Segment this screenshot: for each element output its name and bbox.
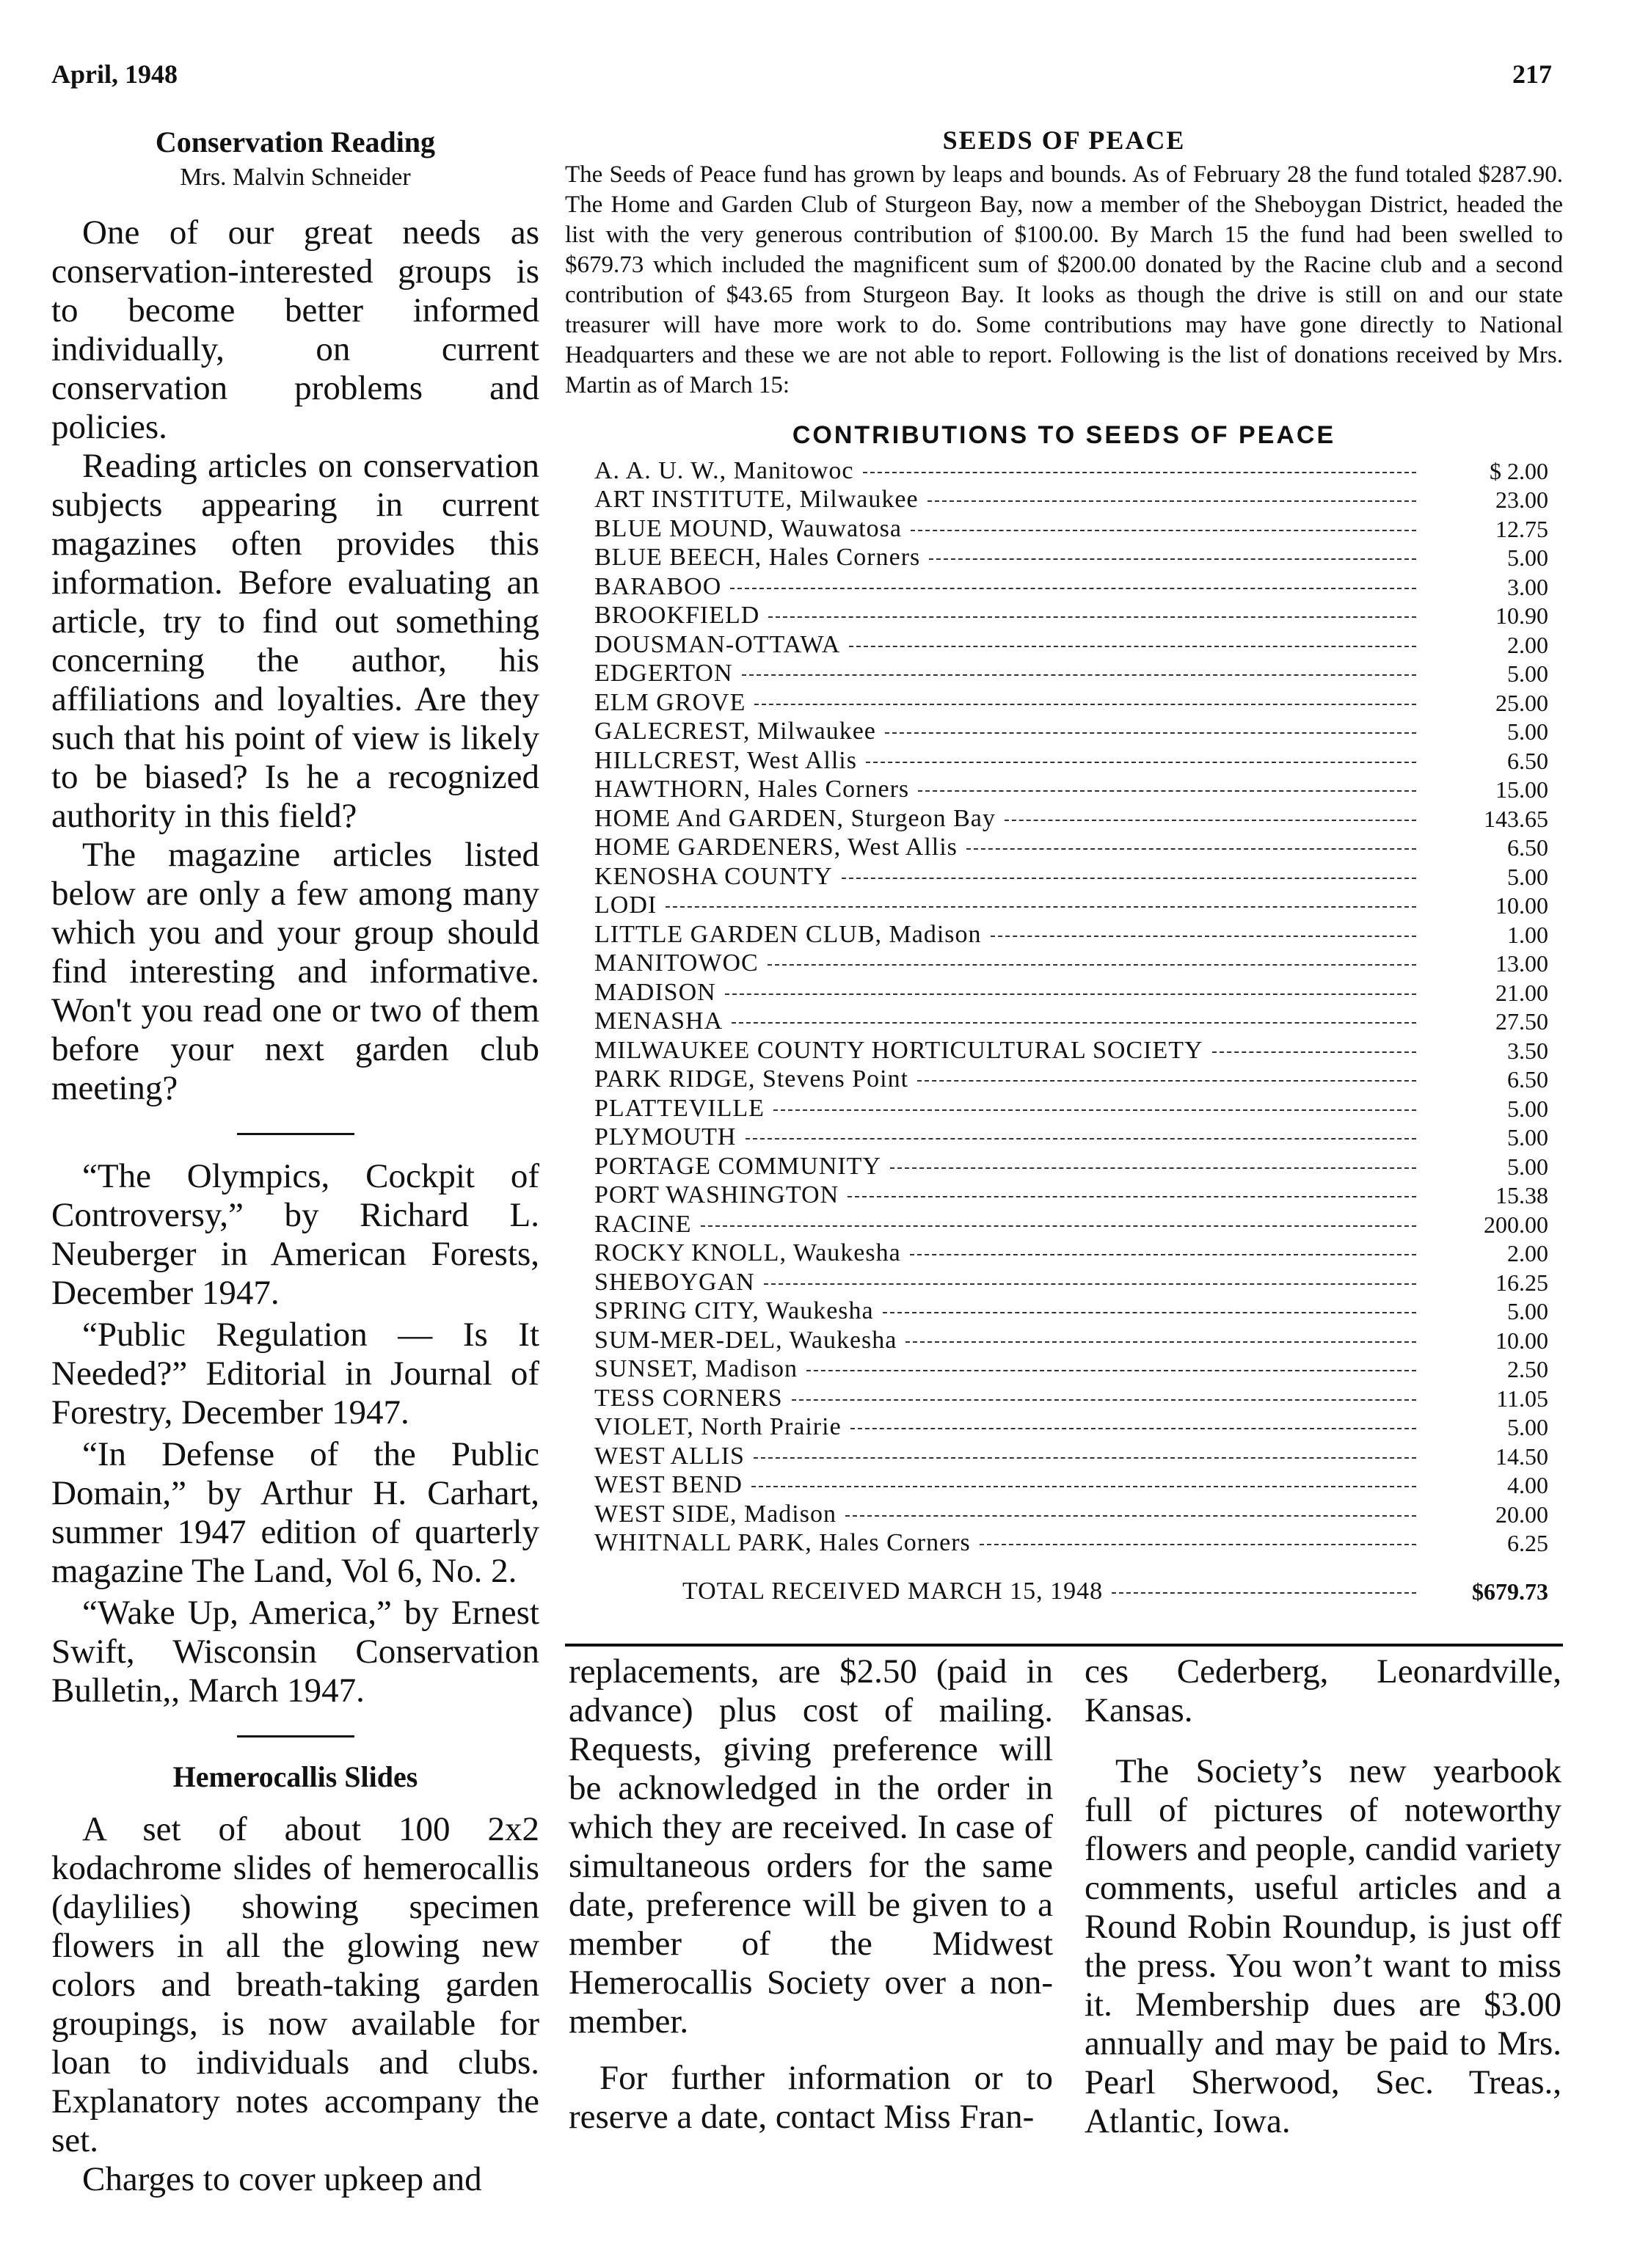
contribution-amount: 10.90 bbox=[1495, 602, 1548, 629]
leader-line bbox=[768, 616, 1416, 618]
leader-line bbox=[792, 1399, 1416, 1401]
leader-line bbox=[911, 530, 1416, 531]
leader-line bbox=[701, 1225, 1416, 1227]
leader-line bbox=[1112, 1592, 1416, 1594]
contributor-name bbox=[594, 514, 1463, 543]
contribution-row bbox=[594, 1065, 1548, 1094]
contributor-name-text: MANITOWOC bbox=[594, 949, 768, 977]
leader-line bbox=[754, 704, 1416, 705]
hemerocallis-paragraph-start: Charges to cover upkeep and bbox=[82, 2160, 482, 2198]
leader-line bbox=[730, 588, 1416, 589]
contribution-amount: 23.00 bbox=[1495, 486, 1548, 513]
leader-line bbox=[918, 790, 1416, 792]
contribution-row bbox=[594, 891, 1548, 920]
contribution-amount: 2.50 bbox=[1507, 1356, 1548, 1382]
contribution-row bbox=[594, 1354, 1548, 1384]
article-citation: “Public Regulation — Is It Needed?” Editorial in Journal of Forestry, December 1947. bbox=[51, 1316, 539, 1432]
contributor-name bbox=[594, 1354, 1463, 1384]
contributor-name-text: WEST ALLIS bbox=[594, 1443, 754, 1470]
contributor-name-text: HAWTHORN, Hales Corners bbox=[594, 776, 918, 803]
contributor-name bbox=[594, 1209, 1463, 1239]
leader-line bbox=[917, 1080, 1416, 1082]
contributor-name-text: MILWAUKEE COUNTY HORTICULTURAL SOCIETY bbox=[594, 1037, 1212, 1064]
contribution-row bbox=[594, 1151, 1548, 1181]
contributor-name-text: SUM-MER-DEL, Waukesha bbox=[594, 1327, 905, 1354]
contributor-name-text: VIOLET, North Prairie bbox=[594, 1413, 850, 1440]
contributor-name bbox=[594, 717, 1463, 746]
total-label bbox=[594, 1557, 1463, 1605]
leader-line bbox=[980, 1544, 1416, 1545]
contribution-row bbox=[594, 949, 1548, 978]
contribution-row bbox=[594, 833, 1548, 862]
leader-line bbox=[1005, 820, 1416, 821]
contribution-amount: 2.00 bbox=[1507, 631, 1548, 658]
contributor-name-text: HILLCREST, West Allis bbox=[594, 747, 866, 774]
yearbook-paragraph: The Society’s new yearbook full of pictures of noteworthy flowers and people, candid variety comments, useful articles and a Round Robin Roundup, is just off the press. You won’t want to miss it. Membership dues are $3.00 annually and may be paid to Mrs. Pearl Sherwood, Sec. Treas., Atlantic, Iowa. bbox=[1085, 1752, 1561, 2140]
contribution-amount: 6.25 bbox=[1507, 1530, 1548, 1556]
conservation-paragraph: Reading articles on conservation subjects appearing in current magazines often provides this information. Before evaluating an article, try to find out something concerning the author, his affiliations and loyalties. Are they such that his point of view is likely to be biased? Is he a recognized authority in this field? bbox=[51, 447, 539, 835]
contributor-name bbox=[594, 1412, 1463, 1442]
section-divider bbox=[565, 1644, 1563, 1647]
contribution-row bbox=[594, 1470, 1548, 1500]
leader-line bbox=[806, 1370, 1416, 1371]
contributor-name-text: LITTLE GARDEN CLUB, Madison bbox=[594, 921, 991, 948]
leader-line bbox=[910, 1254, 1416, 1255]
leader-line bbox=[848, 1196, 1416, 1197]
contributor-name bbox=[594, 1470, 1463, 1500]
contributor-name bbox=[594, 1325, 1463, 1354]
leader-line bbox=[768, 964, 1416, 966]
contributor-name-text: BARABOO bbox=[594, 573, 730, 600]
leader-line bbox=[905, 1341, 1416, 1343]
hemerocallis-paragraph-cont: replacements, are $2.50 (paid in advance) plus cost of mailing. Requests, giving preference will be acknowledged in the order in which they are received. In case of simultaneous orders for the same date, preference will be given to a member of the Midwest Hemerocallis Society over a non-member. bbox=[569, 1652, 1053, 2041]
leader-line bbox=[845, 1515, 1416, 1517]
divider bbox=[237, 1133, 354, 1135]
contribution-amount: 15.38 bbox=[1495, 1182, 1548, 1208]
contributor-name bbox=[594, 543, 1463, 572]
contribution-row bbox=[594, 630, 1548, 659]
contributor-name bbox=[594, 919, 1463, 949]
hemerocallis-continued-column bbox=[569, 1652, 1053, 2137]
contribution-amount: 13.00 bbox=[1495, 950, 1548, 977]
contributor-name-text: PARK RIDGE, Stevens Point bbox=[594, 1065, 917, 1093]
contributor-name-text: MADISON bbox=[594, 979, 725, 1006]
contributor-name bbox=[594, 833, 1463, 862]
contribution-amount: 3.50 bbox=[1507, 1037, 1548, 1064]
contributor-name-text: PORTAGE COMMUNITY bbox=[594, 1153, 890, 1180]
contributor-name-text: BLUE MOUND, Wauwatosa bbox=[594, 515, 911, 542]
contributor-name bbox=[594, 977, 1463, 1007]
leader-line bbox=[732, 1022, 1416, 1024]
contribution-amount: 12.75 bbox=[1495, 515, 1548, 542]
article-citation: “Wake Up, America,” by Ernest Swift, Wisconsin Conservation Bulletin,, March 1947. bbox=[51, 1594, 539, 1710]
contribution-row bbox=[594, 919, 1548, 949]
contribution-amount: 1.00 bbox=[1507, 921, 1548, 948]
contribution-row bbox=[594, 1239, 1548, 1268]
leader-line bbox=[991, 936, 1416, 937]
contribution-row bbox=[594, 745, 1548, 775]
contributor-name bbox=[594, 1383, 1463, 1412]
contribution-row bbox=[594, 485, 1548, 514]
total-amount: $679.73 bbox=[1472, 1578, 1548, 1605]
contributor-name-text: RACINE bbox=[594, 1211, 701, 1238]
contribution-row bbox=[594, 861, 1548, 891]
contribution-row bbox=[594, 1209, 1548, 1239]
contributor-name bbox=[594, 949, 1463, 978]
conservation-column bbox=[51, 125, 539, 2199]
leader-line bbox=[742, 674, 1416, 676]
contributor-name bbox=[594, 891, 1463, 920]
total-label-text: TOTAL RECEIVED MARCH 15, 1948 bbox=[682, 1578, 1112, 1605]
contributor-name bbox=[594, 1151, 1463, 1181]
contributor-name bbox=[594, 1528, 1463, 1558]
contribution-row bbox=[594, 717, 1548, 746]
leader-line bbox=[866, 762, 1416, 763]
leader-line bbox=[751, 1486, 1416, 1487]
divider bbox=[237, 1735, 354, 1738]
article-citation: “The Olympics, Cockpit of Controversy,” by Richard L. Neuberger in American Forests, December 1947. bbox=[51, 1157, 539, 1312]
contributor-name-text: PLYMOUTH bbox=[594, 1123, 746, 1151]
contributor-name-text: PORT WASHINGTON bbox=[594, 1181, 848, 1208]
contributor-name-text: BLUE BEECH, Hales Corners bbox=[594, 544, 929, 571]
contributor-name-text: ROCKY KNOLL, Waukesha bbox=[594, 1239, 910, 1266]
contribution-amount: 143.65 bbox=[1484, 805, 1548, 832]
contribution-amount: 6.50 bbox=[1507, 747, 1548, 774]
contributor-name bbox=[594, 745, 1463, 775]
leader-line bbox=[725, 993, 1416, 995]
leader-line bbox=[890, 1167, 1416, 1169]
contributor-name-text: GALECREST, Milwaukee bbox=[594, 718, 885, 745]
contribution-amount: 6.50 bbox=[1507, 834, 1548, 861]
contributor-name-text: HOME And GARDEN, Sturgeon Bay bbox=[594, 805, 1005, 832]
conservation-title: Conservation Reading bbox=[155, 125, 436, 158]
leader-line bbox=[849, 646, 1416, 647]
contributor-name bbox=[594, 572, 1463, 601]
leader-line bbox=[966, 848, 1416, 850]
contribution-amount: 15.00 bbox=[1495, 776, 1548, 803]
contributor-name bbox=[594, 456, 1463, 485]
contributor-name-text: BROOKFIELD bbox=[594, 602, 768, 629]
contributor-name bbox=[594, 1065, 1463, 1094]
contribution-row bbox=[594, 1007, 1548, 1036]
leader-line bbox=[850, 1428, 1416, 1429]
leader-line bbox=[773, 1109, 1416, 1111]
contribution-amount: 3.00 bbox=[1507, 573, 1548, 600]
contributions-title: CONTRIBUTIONS TO SEEDS OF PEACE bbox=[792, 421, 1336, 449]
contribution-row bbox=[594, 1297, 1548, 1326]
contributor-name bbox=[594, 1035, 1463, 1065]
contribution-amount: 5.00 bbox=[1507, 1298, 1548, 1324]
contributor-name bbox=[594, 775, 1463, 804]
contribution-row bbox=[594, 1325, 1548, 1354]
leader-line bbox=[666, 906, 1416, 908]
contributor-name bbox=[594, 1239, 1463, 1268]
contributor-name-text: DOUSMAN-OTTAWA bbox=[594, 631, 849, 658]
contribution-amount: 25.00 bbox=[1495, 689, 1548, 716]
leader-line bbox=[764, 1283, 1416, 1285]
contributor-name-text: MENASHA bbox=[594, 1007, 732, 1035]
contributor-name bbox=[594, 861, 1463, 891]
contribution-amount: 5.00 bbox=[1507, 1124, 1548, 1151]
contribution-amount: 10.00 bbox=[1495, 1327, 1548, 1354]
contribution-amount: 5.00 bbox=[1507, 544, 1548, 571]
contribution-amount: 5.00 bbox=[1507, 1153, 1548, 1180]
hemerocallis-contact-start: For further information or to reserve a date, contact Miss Fran- bbox=[569, 2059, 1053, 2136]
contributor-name bbox=[594, 1181, 1463, 1210]
contributor-name-text: KENOSHA COUNTY bbox=[594, 863, 842, 890]
hemerocallis-paragraph: A set of about 100 2x2 kodachrome slides of hemerocallis (daylilies) showing specimen flowers in all the glowing new colors and breath-taking garden groupings, is now available for loan to individuals and clubs. Explanatory notes accompany the set. bbox=[51, 1810, 539, 2159]
contributor-name bbox=[594, 1499, 1463, 1528]
hemerocallis-title: Hemerocallis Slides bbox=[172, 1760, 418, 1793]
contribution-amount: 20.00 bbox=[1495, 1501, 1548, 1528]
contributor-name-text: EDGERTON bbox=[594, 660, 742, 687]
article-citation: “In Defense of the Public Domain,” by Arthur H. Carhart, summer 1947 edition of quarterly magazine The Land, Vol 6, No. 2. bbox=[51, 1435, 539, 1590]
contribution-row bbox=[594, 456, 1548, 485]
contributor-name bbox=[594, 1007, 1463, 1036]
contribution-amount: 10.00 bbox=[1495, 892, 1548, 919]
seeds-title: SEEDS OF PEACE bbox=[942, 125, 1186, 155]
conservation-author: Mrs. Malvin Schneider bbox=[180, 164, 411, 191]
leader-line bbox=[842, 878, 1416, 879]
contributor-name-text: WEST SIDE, Madison bbox=[594, 1501, 845, 1528]
contribution-row bbox=[594, 1267, 1548, 1297]
contribution-row bbox=[594, 659, 1548, 688]
contribution-row bbox=[594, 1093, 1548, 1123]
contribution-amount: 27.50 bbox=[1495, 1008, 1548, 1035]
leader-line bbox=[746, 1138, 1416, 1140]
contributor-name-text: HOME GARDENERS, West Allis bbox=[594, 834, 966, 861]
contribution-row bbox=[594, 1123, 1548, 1152]
contribution-row bbox=[594, 1035, 1548, 1065]
contributor-name-text: WEST BEND bbox=[594, 1471, 751, 1498]
contribution-amount: 4.00 bbox=[1507, 1472, 1548, 1498]
contribution-amount: 11.05 bbox=[1496, 1385, 1548, 1412]
contributor-name bbox=[594, 485, 1463, 514]
conservation-paragraph: One of our great needs as conservation-interested groups is to become better informed individually, on current conservation problems and policies. bbox=[51, 214, 539, 446]
contribution-row bbox=[594, 1181, 1548, 1210]
contribution-row bbox=[594, 1528, 1548, 1558]
contributor-name bbox=[594, 630, 1463, 659]
contribution-amount: 21.00 bbox=[1495, 979, 1548, 1006]
contribution-amount: 5.00 bbox=[1507, 660, 1548, 687]
hemerocallis-right-column bbox=[1085, 1652, 1561, 2141]
contribution-row bbox=[594, 688, 1548, 717]
contributor-name bbox=[594, 659, 1463, 688]
contribution-row bbox=[594, 803, 1548, 833]
page-number: 217 bbox=[1512, 59, 1552, 89]
contribution-row bbox=[594, 514, 1548, 543]
contribution-amount: 5.00 bbox=[1507, 1095, 1548, 1122]
contributor-name bbox=[594, 1123, 1463, 1152]
contribution-row bbox=[594, 572, 1548, 601]
leader-line bbox=[1212, 1051, 1416, 1053]
total-row bbox=[594, 1557, 1548, 1605]
contribution-amount: 6.50 bbox=[1507, 1066, 1548, 1093]
contribution-row bbox=[594, 977, 1548, 1007]
leader-line bbox=[927, 500, 1416, 502]
contributor-name bbox=[594, 1297, 1463, 1326]
leader-line bbox=[863, 472, 1416, 473]
leader-line bbox=[929, 558, 1416, 560]
contribution-row bbox=[594, 1383, 1548, 1412]
contributor-name bbox=[594, 1093, 1463, 1123]
contribution-amount: 5.00 bbox=[1507, 718, 1548, 745]
contributor-name-text: TESS CORNERS bbox=[594, 1385, 792, 1412]
contribution-amount: $ 2.00 bbox=[1490, 457, 1548, 484]
contribution-amount: 14.50 bbox=[1495, 1443, 1548, 1470]
contributor-name-text: ART INSTITUTE, Milwaukee bbox=[594, 486, 927, 513]
contribution-amount: 2.00 bbox=[1507, 1240, 1548, 1266]
contributor-name bbox=[594, 1441, 1463, 1470]
contribution-row bbox=[594, 1441, 1548, 1470]
contribution-row bbox=[594, 1499, 1548, 1528]
contribution-amount: 5.00 bbox=[1507, 863, 1548, 890]
contributor-name-text: SHEBOYGAN bbox=[594, 1269, 764, 1296]
leader-line bbox=[885, 732, 1416, 734]
seeds-of-peace-section bbox=[565, 125, 1563, 1605]
contributor-name bbox=[594, 1267, 1463, 1297]
contributor-name bbox=[594, 803, 1463, 833]
contribution-amount: 16.25 bbox=[1495, 1269, 1548, 1296]
contribution-row bbox=[594, 775, 1548, 804]
contributor-name bbox=[594, 688, 1463, 717]
seeds-intro: The Seeds of Peace fund has grown by leaps and bounds. As of February 28 the fund totaled $287.90. The Home and Garden Club of Sturgeon Bay, now a member of the Sheboygan District, headed the list with the very generous contribution of $100.00. By March 15 the fund had been swelled to $679.73 which included the magnificent sum of $200.00 donated by the Racine club and a second contribution of $43.65 from Sturgeon Bay. It looks as though the drive is still on and our state treasurer will have more work to do. Some contributions may have gone directly to National Headquarters and these we are not able to report. Following is the list of donations received by Mrs. Martin as of March 15: bbox=[565, 161, 1563, 398]
leader-line bbox=[754, 1457, 1416, 1459]
hemerocallis-contact-end: ces Cederberg, Leonardville, Kansas. bbox=[1085, 1652, 1561, 1729]
contribution-row bbox=[594, 1412, 1548, 1442]
contributor-name-text: WHITNALL PARK, Hales Corners bbox=[594, 1529, 980, 1556]
leader-line bbox=[883, 1312, 1416, 1313]
contributor-name-text: LODI bbox=[594, 891, 666, 919]
contributions-table bbox=[594, 456, 1548, 1605]
contributor-name-text: SPRING CITY, Waukesha bbox=[594, 1297, 883, 1324]
contribution-amount: 200.00 bbox=[1484, 1211, 1548, 1238]
page-date: April, 1948 bbox=[51, 59, 178, 89]
contribution-row bbox=[594, 543, 1548, 572]
contribution-amount: 5.00 bbox=[1507, 1414, 1548, 1440]
contributor-name-text: ELM GROVE bbox=[594, 689, 754, 716]
contributor-name-text: A. A. U. W., Manitowoc bbox=[594, 457, 863, 484]
contributor-name bbox=[594, 601, 1463, 630]
contribution-row bbox=[594, 601, 1548, 630]
contributor-name-text: PLATTEVILLE bbox=[594, 1095, 773, 1122]
contributor-name-text: SUNSET, Madison bbox=[594, 1355, 806, 1382]
conservation-paragraph: The magazine articles listed below are only a few among many which you and your group should find interesting and informative. Won't you read one or two of them before your next garden club meeting? bbox=[51, 836, 539, 1107]
